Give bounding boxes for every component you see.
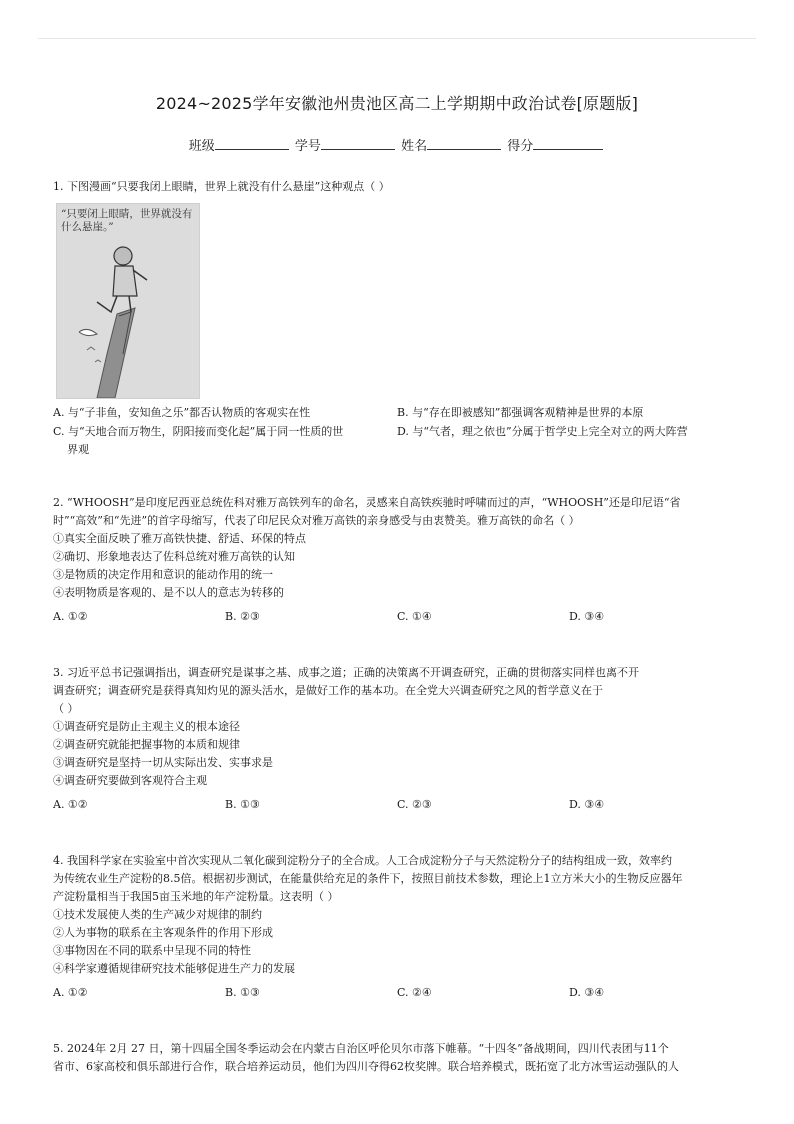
option-a[interactable]: A. 与“子非鱼，安知鱼之乐”都否认物质的客观实在性 (53, 406, 311, 419)
option-c-line-1: C. 与“天地合而万物生，阴阳接而变化起”属于同一性质的世 (53, 425, 344, 438)
question-text-line: 2. “WHOOSH”是印度尼西亚总统佐科对雅万高铁列车的命名，灵感来自高铁疾驰时呼啸而过的声，“WHOOSH”还是印尼语“省 (53, 496, 681, 509)
question-text-line: 4. 我国科学家在实验室中首次实现从二氧化碳到淀粉分子的全合成。人工合成淀粉分子与天然淀粉分子的结构组成一致，效率约 (53, 854, 672, 867)
cartoon-caption: “只要闭上眼睛，世界就没有什么悬崖。” (61, 208, 193, 233)
statement-4: ④科学家遵循规律研究技术能够促进生产力的发展 (53, 962, 295, 975)
question-2 (53, 494, 743, 602)
statement-1: ①技术发展使人类的生产减少对规律的制约 (53, 908, 262, 921)
question-text-line: 调查研究；调查研究是获得真知灼见的源头活水，是做好工作的基本功。在全党大兴调查研究之风的哲学意义在于 (53, 684, 603, 697)
question-2-options (53, 610, 743, 628)
question-text-line: 时”“高效”和“先进”的首字母缩写，代表了印尼民众对雅万高铁的亲身感受与由衷赞美。雅万高铁的命名（ ） (53, 514, 580, 527)
question-3 (53, 664, 743, 790)
option-c[interactable]: C. ②③ (397, 798, 432, 811)
class-blank (215, 137, 289, 150)
cartoon-drawing (57, 204, 199, 398)
option-d[interactable]: D. ③④ (569, 798, 605, 811)
question-3-options (53, 798, 743, 816)
statement-2: ②调查研究就能把握事物的本质和规律 (53, 738, 240, 751)
name-blank (427, 137, 501, 150)
student-id-label: 学号 (294, 139, 321, 154)
statement-3: ③事物因在不同的联系中呈现不同的特性 (53, 944, 251, 957)
question-text-line: 为传统农业生产淀粉的8.5倍。根据初步测试，在能量供给充足的条件下，按照目前技术参数，理论上1立方米大小的生物反应器年 (53, 872, 683, 885)
question-1-cartoon-image (56, 203, 200, 399)
option-a[interactable]: A. ①② (53, 986, 88, 999)
student-info-row (0, 135, 794, 154)
question-text: 1. 下图漫画“只要我闭上眼睛，世界上就没有什么悬崖”这种观点（ ） (53, 180, 390, 193)
class-label: 班级 (188, 139, 215, 154)
question-text-line: 省市、6家高校和俱乐部进行合作，联合培养运动员，他们为四川夺得62枚奖牌。联合培养模式，既拓宽了北方冰雪运动强队的人 (53, 1060, 679, 1073)
statement-2: ②人为事物的联系在主客观条件的作用下形成 (53, 926, 273, 939)
question-1-options (53, 404, 743, 458)
question-4 (53, 852, 743, 978)
statement-3: ③调查研究是坚持一切从实际出发、实事求是 (53, 756, 273, 769)
option-c[interactable] (53, 423, 393, 459)
option-d[interactable]: D. ③④ (569, 610, 605, 623)
question-1-stem (53, 178, 743, 196)
statement-3: ③是物质的决定作用和意识的能动作用的统一 (53, 568, 273, 581)
score-label: 得分 (507, 139, 534, 154)
option-b[interactable]: B. ①③ (225, 798, 260, 811)
option-d[interactable]: D. ③④ (569, 986, 605, 999)
student-id-blank (321, 137, 395, 150)
option-b[interactable]: B. ②③ (225, 610, 260, 623)
option-b[interactable]: B. 与“存在即被感知”都强调客观精神是世界的本原 (397, 406, 644, 419)
question-5 (53, 1040, 743, 1076)
option-a[interactable]: A. ①② (53, 610, 88, 623)
statement-4: ④调查研究要做到客观符合主观 (53, 774, 207, 787)
statement-2: ②确切、形象地表达了佐科总统对雅万高铁的认知 (53, 550, 295, 563)
option-c[interactable]: C. ②④ (397, 986, 432, 999)
option-b[interactable]: B. ①③ (225, 986, 260, 999)
statement-1: ①真实全面反映了雅万高铁快捷、舒适、环保的特点 (53, 532, 306, 545)
option-c-line-2: 界观 (67, 443, 89, 456)
name-label: 姓名 (401, 139, 428, 154)
question-4-options (53, 986, 743, 1004)
header-divider (38, 38, 756, 39)
statement-1: ①调查研究是防止主观主义的根本途径 (53, 720, 240, 733)
question-text-line: 3. 习近平总书记强调指出，调查研究是谋事之基、成事之道；正确的决策离不开调查研究，正确的贯彻落实同样也离不开 (53, 666, 639, 679)
page-title: 2024~2025学年安徽池州贵池区高二上学期期中政治试卷[原题版] (155, 94, 639, 113)
score-blank (533, 137, 603, 150)
statement-4: ④表明物质是客观的、是不以人的意志为转移的 (53, 586, 284, 599)
option-d[interactable]: D. 与“气者，理之依也”分属于哲学史上完全对立的两大阵营 (397, 425, 688, 438)
answer-paren: （ ） (53, 702, 79, 715)
question-text-line: 5. 2024年 2月 27 日，第十四届全国冬季运动会在内蒙古自治区呼伦贝尔市落下帷幕。“十四冬”备战期间，四川代表团与11个 (53, 1042, 669, 1055)
option-a[interactable]: A. ①② (53, 798, 88, 811)
question-text-line: 产淀粉量相当于我国5亩玉米地的年产淀粉量。这表明（ ） (53, 890, 339, 903)
option-c[interactable]: C. ①④ (397, 610, 432, 623)
